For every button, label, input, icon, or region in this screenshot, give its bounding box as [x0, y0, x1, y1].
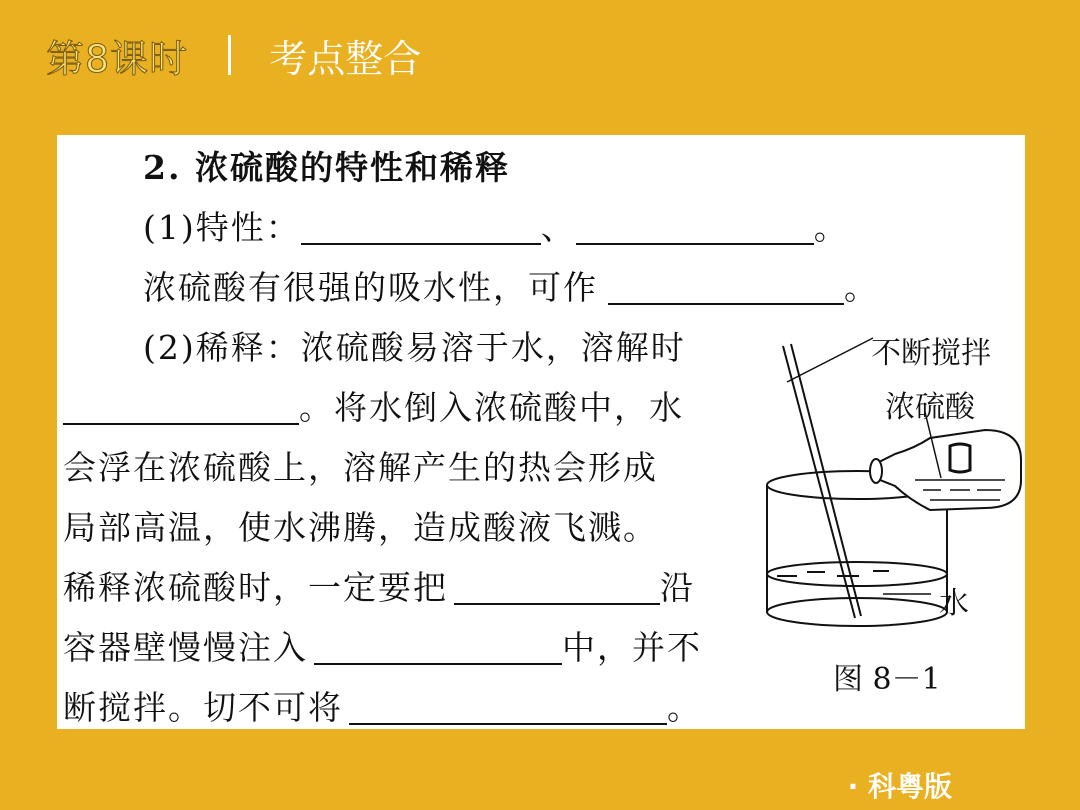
dilution-figure: [745, 320, 1025, 700]
blank-into-what[interactable]: [314, 633, 562, 665]
page-title: 考点整合: [269, 36, 422, 81]
section-heading: 2. 浓硫酸的特性和稀释: [143, 148, 510, 187]
acid-label: 浓硫酸: [885, 390, 975, 425]
lesson-label: 第8课时: [46, 36, 189, 81]
dilution-line-3: 会浮在浓硫酸上，溶解产生的热会形成: [63, 448, 658, 487]
dilution-line-1: (2)稀释：浓硫酸易溶于水，溶解时: [143, 328, 686, 367]
blank-never[interactable]: [349, 693, 667, 725]
absorb-text: 浓硫酸有很强的吸水性，可作: [143, 268, 598, 307]
blank-property-2[interactable]: [576, 213, 814, 245]
period-text: 。: [844, 268, 879, 307]
stir-label: 不断搅拌: [871, 336, 991, 371]
water-label: 水: [939, 586, 969, 621]
dilution-text-7: 断搅拌。切不可将: [63, 688, 343, 727]
dilution-line-6: [63, 622, 702, 669]
dilution-line-4: 局部高温，使水沸腾，造成酸液飞溅。: [63, 508, 658, 547]
dilution-text-5: 稀释浓硫酸时，一定要把: [63, 568, 448, 607]
comma-text: 、: [540, 208, 576, 247]
dilution-text-6b: 中，并不: [562, 628, 702, 667]
header: [46, 30, 421, 80]
dilution-text-6: 容器壁慢慢注入: [63, 628, 308, 667]
blank-property-1[interactable]: [301, 213, 541, 245]
dilution-line-5: [63, 562, 695, 609]
blank-use[interactable]: [608, 273, 844, 305]
period-text: 。: [667, 688, 702, 727]
beaker-illustration: [745, 320, 1025, 700]
edition-label: · 科粤版: [847, 770, 952, 803]
blank-pour-what[interactable]: [454, 573, 660, 605]
period-text: 。: [813, 208, 849, 247]
header-divider: [228, 35, 231, 75]
dilution-line-2: [63, 382, 684, 429]
property-label: (1)特性：: [143, 208, 301, 247]
figure-caption: 图 8－1: [833, 662, 941, 697]
dilution-text-2: 。将水倒入浓硫酸中，水: [299, 388, 684, 427]
absorb-line: [143, 262, 879, 309]
along-text: 沿: [660, 568, 695, 607]
blank-heat[interactable]: [63, 393, 299, 425]
dilution-line-7: [63, 682, 702, 729]
property-line: [143, 202, 849, 249]
